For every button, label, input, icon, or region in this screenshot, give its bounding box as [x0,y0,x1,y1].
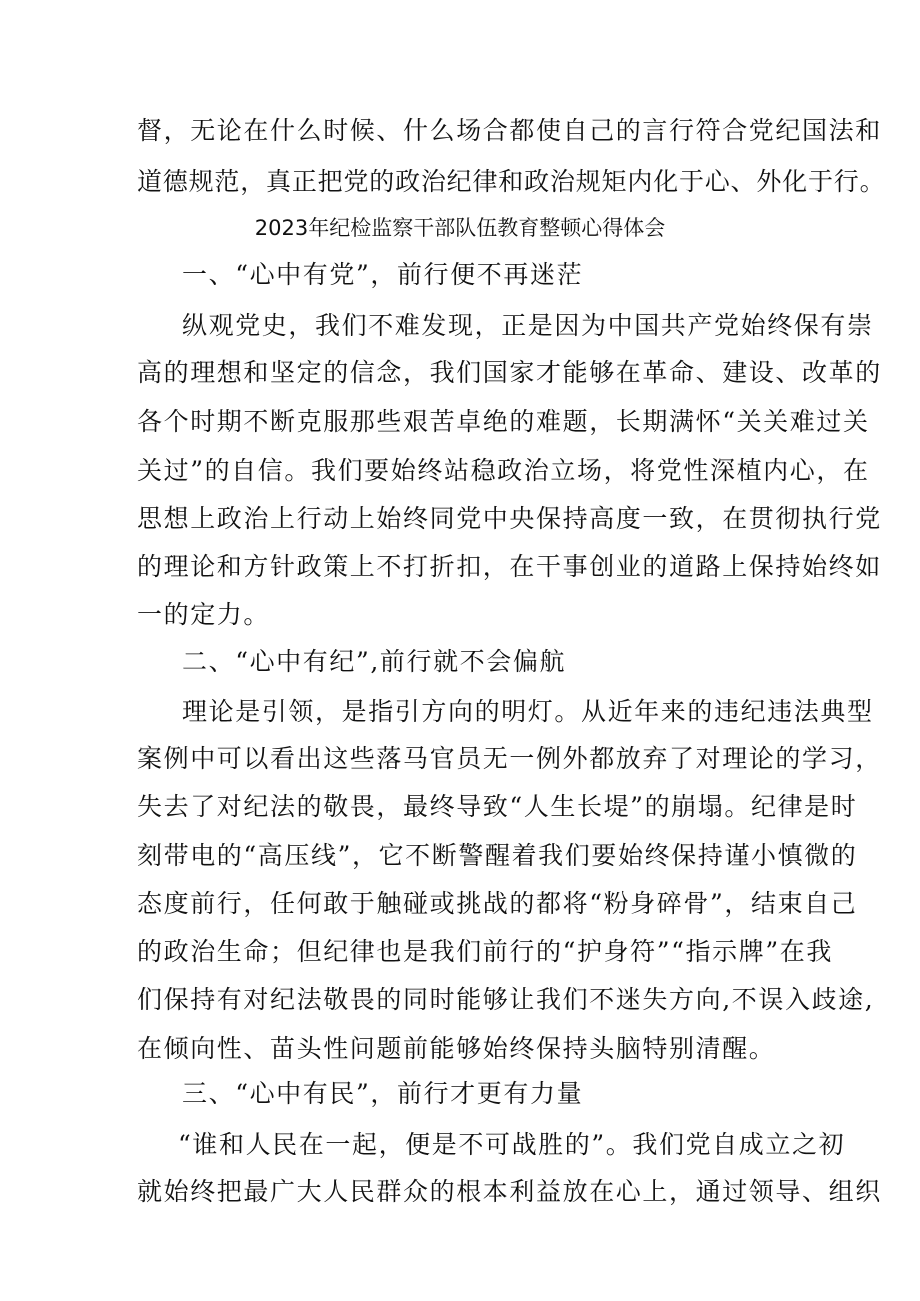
body-text-line: 高的理想和坚定的信念，我们国家才能够在革命、建设、改革的 [137,358,882,387]
body-text-line: 各个时期不断克服那些艰苦卓绝的难题，长期满怀“关关难过关 [137,407,870,436]
body-text-line: 在倾向性、苗头性问题前能够始终保持头脑特别清醒。 [137,1034,776,1063]
body-text-line: 督，无论在什么时候、什么场合都使自己的言行符合党纪国法和 [137,116,882,145]
section-heading-3: 三、“心中有民”，前行才更有力量 [182,1079,584,1108]
body-text-line: 失去了对纪法的敬畏，最终导致“人生长堤”的崩塌。纪律是时 [137,792,858,821]
body-text-line: 关过”的自信。我们要始终站稳政治立场，将党性深植内心，在 [137,456,870,485]
body-text-line: “谁和人民在一起，便是不可战胜的”。我们党自成立之初 [178,1130,846,1159]
body-text-line: 就始终把最广大人民群众的根本利益放在心上，通过领导、组织 [137,1177,882,1206]
body-text-line: 一的定力。 [137,600,271,629]
body-text-line: 纵观党史，我们不难发现，正是因为中国共产党始终保有崇 [182,311,874,340]
section-heading-2: 二、“心中有纪”,前行就不会偏航 [182,647,567,676]
body-text-line: 理论是引领，是指引方向的明灯。从近年来的违纪违法典型 [182,697,874,726]
body-text-line: 思想上政治上行动上始终同党中央保持高度一致，在贯彻执行党 [137,504,882,533]
body-text-line: 案例中可以看出这些落马官员无一例外都放弃了对理论的学习， [137,744,882,773]
body-text-line: 道德规范，真正把党的政治纪律和政治规矩内化于心、外化于行。 [137,167,886,196]
body-text-line: 的政治生命；但纪律也是我们前行的“护身符”“指示牌”在我 [137,937,833,966]
body-text-line: 态度前行，任何敢于触碰或挑战的都将“粉身碎骨”，结束自己 [137,889,858,918]
body-text-line: 刻带电的“高压线”，它不断警醒着我们要始终保持谨小慎微的 [137,841,858,870]
body-text-line: 们保持有对纪法敬畏的同时能够让我们不迷失方向,不误入歧途, [137,985,875,1014]
document-title: 2023年纪检监察干部队伍教育整顿心得体会 [254,216,666,240]
section-heading-1: 一、“心中有党”，前行便不再迷茫 [182,260,584,289]
body-text-line: 的理论和方针政策上不打折扣，在干事创业的道路上保持始终如 [137,552,882,581]
